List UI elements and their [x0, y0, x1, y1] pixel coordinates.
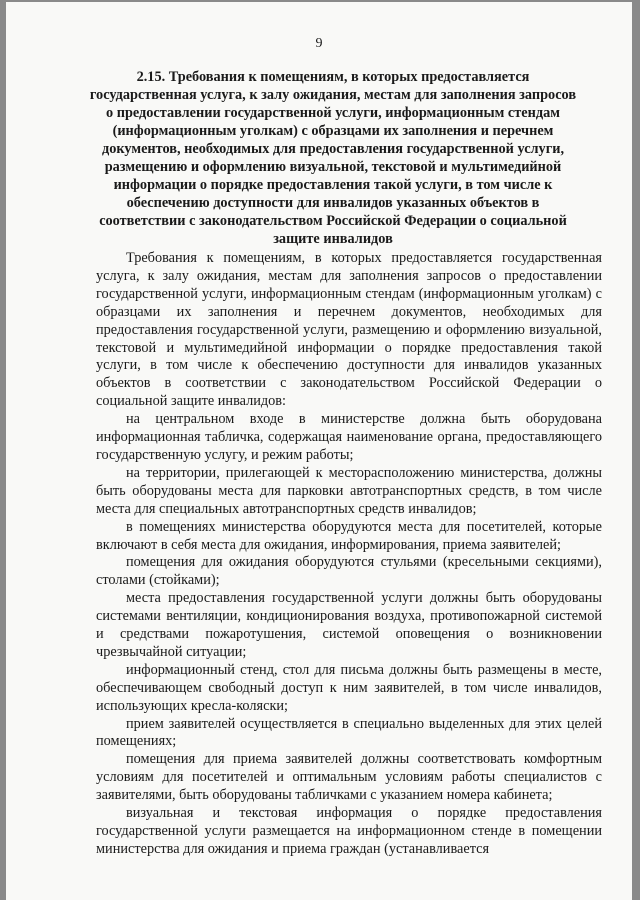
body-text: [96, 250, 602, 859]
paragraph: помещения для ожидания оборудуются стульями (кресельными секциями), столами (стойками);: [96, 554, 602, 589]
paragraph: в помещениях министерства оборудуются места для посетителей, которые включают в себя места для ожидания, информирования, приема заявителей;: [96, 518, 602, 553]
paragraph: помещения для приема заявителей должны соответствовать комфортным условиям для посетителей и оптимальным условиям работы специалистов с заявителями, быть оборудованы табличками с указанием номера кабинета;: [96, 751, 602, 804]
paragraph: Требования к помещениям, в которых предоставляется государственная услуга, к залу ожидания, местам для заполнения запросов о предоставлении государственной услуги, информационным стендам (информационным уголкам) с образцами их заполнения и перечнем документов, необходимых для предоставления государственной услуги, размещению и оформлению визуальной, текстовой и мультимедийной информации о порядке предоставления такой услуги, в том числе к обеспечению доступности для инвалидов указанных объектов в соответствии с законодательством Российской Федерации о социальной защите инвалидов:: [96, 250, 602, 410]
page-number: 9: [315, 36, 323, 51]
section-heading: 2.15. Требования к помещениям, в которых предоставляется государственная услуга, к залу ожидания, местам для заполнения запросов о предоставлении государственной услуги, информационным стендам (информационным уголкам) с образцами их заполнения и перечнем документов, необходимых для предоставления государственной услуги, размещению и оформлению визуальной, текстовой и мультимедийной информации о порядке предоставления такой услуги, в том числе к обеспечению доступности для инвалидов указанных объектов в соответствии с законодательством Российской Федерации о социальной защите инвалидов: [89, 69, 577, 247]
paragraph: на территории, прилегающей к месторасположению министерства, должны быть оборудованы места для парковки автотранспортных средств, в том числе места для специальных автотранспортных средств инвалидов;: [96, 464, 602, 517]
paragraph: прием заявителей осуществляется в специально выделенных для этих целей помещениях;: [96, 715, 602, 750]
document-page: [6, 2, 632, 900]
paragraph: визуальная и текстовая информация о порядке предоставления государственной услуги размещается на информационном стенде в помещении министерства для ожидания и приема граждан (устанавливается: [96, 805, 602, 857]
paragraph: места предоставления государственной услуги должны быть оборудованы системами вентиляции, кондиционирования воздуха, противопожарной системой и средствами пожаротушения, системой оповещения о возникновении чрезвычайной ситуации;: [96, 590, 602, 660]
paragraph: на центральном входе в министерстве должна быть оборудована информационная табличка, содержащая наименование органа, предоставляющего государственную услугу, и режим работы;: [96, 411, 602, 463]
paragraph: информационный стенд, стол для письма должны быть размещены в месте, обеспечивающем свободный доступ к ним заявителей, в том числе инвалидов, использующих кресла-коляски;: [96, 661, 602, 714]
